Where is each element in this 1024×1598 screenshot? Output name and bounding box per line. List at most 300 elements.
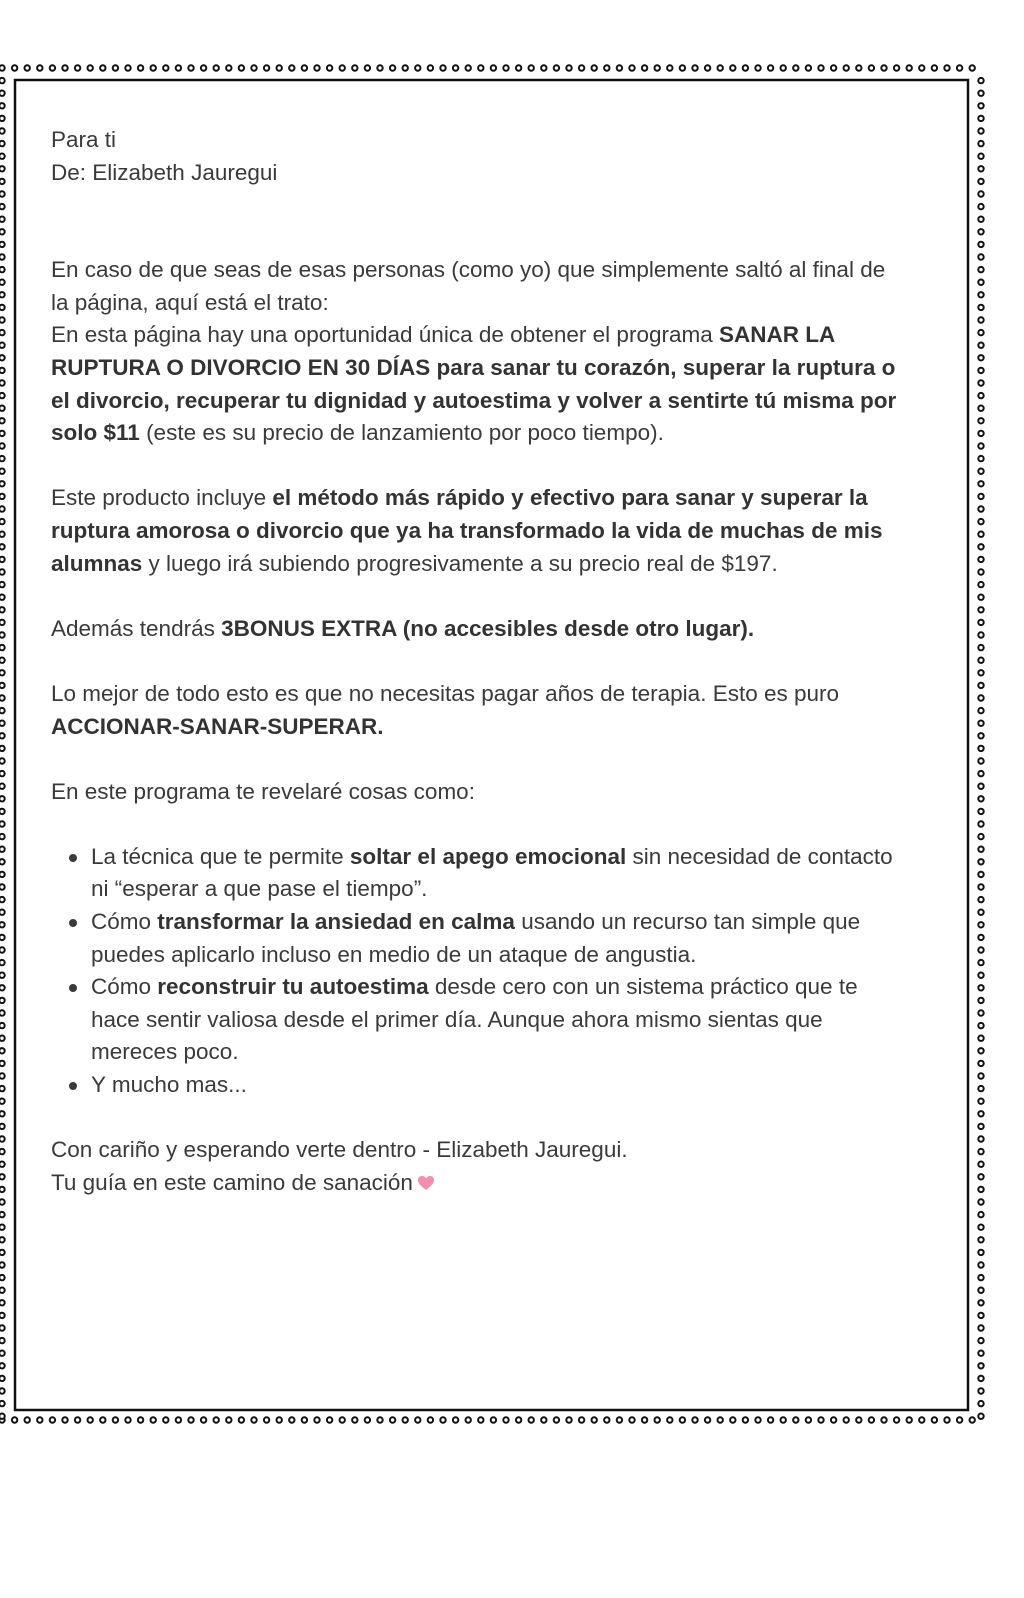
border-dot [944, 1417, 949, 1422]
border-dot [0, 305, 5, 310]
border-dot [978, 1111, 983, 1116]
border-dot [978, 506, 983, 511]
border-dot [978, 935, 983, 940]
border-dot [978, 746, 983, 751]
border-dot [978, 1363, 983, 1368]
list-item-bold: transformar la ansiedad en calma [157, 909, 515, 935]
border-dot [0, 1187, 5, 1192]
reveal-paragraph: En este programa te revelaré cosas como: [51, 778, 475, 804]
border-dot [978, 847, 983, 852]
border-dot [0, 469, 5, 474]
border-dot [0, 1111, 5, 1116]
border-dot [0, 1149, 5, 1154]
border-dot [25, 65, 30, 70]
border-dot [428, 65, 433, 70]
border-dot [0, 431, 5, 436]
border-dot [201, 1417, 206, 1422]
border-dot [579, 1417, 584, 1422]
border-dot [0, 922, 5, 927]
border-dot [978, 985, 983, 990]
border-dot [806, 65, 811, 70]
border-dot [978, 947, 983, 952]
border-dot [978, 1262, 983, 1267]
border-dot [0, 733, 5, 738]
border-dot [0, 884, 5, 889]
border-dot [529, 1417, 534, 1422]
border-dot [0, 1325, 5, 1330]
border-dot [743, 65, 748, 70]
border-dot [0, 1275, 5, 1280]
border-dot [163, 65, 168, 70]
border-dot [978, 343, 983, 348]
border-dot [680, 65, 685, 70]
border-dot [655, 1417, 660, 1422]
border-dot [667, 1417, 672, 1422]
border-dot [629, 1417, 634, 1422]
border-dot [978, 1250, 983, 1255]
border-dot [592, 1417, 597, 1422]
border-dot [113, 1417, 118, 1422]
bonus-paragraph [51, 613, 901, 646]
border-dot [0, 683, 5, 688]
border-dot [0, 569, 5, 574]
intro-text: En caso de que seas de esas personas (como yo) que simplemente saltó al final de la página, aquí está el trato: [51, 257, 886, 315]
therapy-paragraph [51, 678, 901, 743]
therapy-text-start: Lo mejor de todo esto es que no necesitas pagar años de terapia. Esto es puro [51, 680, 840, 706]
border-dot [0, 1212, 5, 1217]
border-dot [37, 1417, 42, 1422]
border-dot [0, 1174, 5, 1179]
border-dot [529, 65, 534, 70]
border-dot [642, 1417, 647, 1422]
list-item [91, 841, 901, 906]
border-dot [957, 1417, 962, 1422]
border-dot [978, 380, 983, 385]
border-dot [768, 1417, 773, 1422]
border-dot [629, 65, 634, 70]
border-dot [226, 1417, 231, 1422]
border-dot [0, 103, 5, 108]
list-item-start: Cómo [91, 974, 158, 1000]
border-dot [978, 406, 983, 411]
border-dot [978, 1325, 983, 1330]
border-dot [978, 1036, 983, 1041]
border-dot [978, 456, 983, 461]
border-dot [978, 758, 983, 763]
border-dot [176, 65, 181, 70]
border-dot [617, 65, 622, 70]
border-dot [978, 784, 983, 789]
border-dot [705, 1417, 710, 1422]
border-dot [718, 65, 723, 70]
border-dot [0, 1036, 5, 1041]
border-dot [0, 834, 5, 839]
border-dot [978, 1199, 983, 1204]
border-dot [340, 1417, 345, 1422]
border-dot [0, 1225, 5, 1230]
border-dot [978, 922, 983, 927]
border-dot [894, 65, 899, 70]
border-dot [978, 960, 983, 965]
border-dot [0, 557, 5, 562]
product-text-end: y luego irá subiendo progresivamente a su precio real de $197. [142, 550, 778, 576]
border-dot [907, 1417, 912, 1422]
border-dot [516, 65, 521, 70]
border-dot [844, 1417, 849, 1422]
border-dot [289, 65, 294, 70]
border-dot [0, 380, 5, 385]
border-dot [0, 721, 5, 726]
border-dot [978, 1099, 983, 1104]
border-dot [978, 1174, 983, 1179]
border-dot [214, 65, 219, 70]
border-dot [881, 65, 886, 70]
border-dot [390, 65, 395, 70]
offer-text-end: (este es su precio de lanzamiento por poco tiempo). [139, 420, 664, 446]
border-dot [0, 695, 5, 700]
border-dot [151, 65, 156, 70]
border-dot [978, 292, 983, 297]
border-dot [0, 1061, 5, 1066]
border-dot [0, 292, 5, 297]
border-dot [125, 1417, 130, 1422]
border-dot [0, 708, 5, 713]
border-dot [978, 242, 983, 247]
border-dot [25, 1417, 30, 1422]
border-dot [978, 254, 983, 259]
border-dot [978, 179, 983, 184]
border-dot [0, 985, 5, 990]
border-dot [0, 368, 5, 373]
border-dot [978, 595, 983, 600]
border-dot [978, 670, 983, 675]
border-dot [264, 65, 269, 70]
border-dot [0, 317, 5, 322]
border-dot [978, 368, 983, 373]
border-dot [0, 1048, 5, 1053]
border-dot [978, 1300, 983, 1305]
border-dot [806, 1417, 811, 1422]
border-dot [978, 128, 983, 133]
list-item-end: desde cero con un sistema práctico que te hace sentir valiosa desde el primer día. Aunque ahora mismo sientas que mereces poco. [91, 974, 858, 1065]
border-dot [978, 519, 983, 524]
border-dot [0, 242, 5, 247]
border-dot [978, 582, 983, 587]
border-dot [0, 355, 5, 360]
border-dot [0, 998, 5, 1003]
border-dot [554, 65, 559, 70]
border-dot [978, 1376, 983, 1381]
border-dot [0, 607, 5, 612]
border-dot [0, 166, 5, 171]
border-dot [718, 1417, 723, 1422]
border-dot [978, 443, 983, 448]
border-dot [0, 204, 5, 209]
border-dot [0, 1010, 5, 1015]
border-dot [978, 116, 983, 121]
border-dot [978, 859, 983, 864]
border-dot [0, 330, 5, 335]
border-dot [188, 1417, 193, 1422]
border-dot [0, 784, 5, 789]
border-dot [12, 65, 17, 70]
border-dot [705, 65, 710, 70]
border-dot [907, 65, 912, 70]
border-dot [377, 1417, 382, 1422]
border-dot [869, 1417, 874, 1422]
border-dot [0, 1073, 5, 1078]
border-dot [0, 1338, 5, 1343]
border-dot [970, 1417, 975, 1422]
border-dot [75, 1417, 80, 1422]
border-dot [978, 910, 983, 915]
border-dot [163, 1417, 168, 1422]
border-dot [226, 65, 231, 70]
border-dot [978, 91, 983, 96]
product-paragraph [51, 482, 901, 580]
border-dot [793, 1417, 798, 1422]
border-dot [453, 65, 458, 70]
border-dot [0, 1086, 5, 1091]
border-dot [978, 1275, 983, 1280]
border-dot [755, 65, 760, 70]
border-dot [0, 658, 5, 663]
border-dot [978, 821, 983, 826]
border-dot [0, 1401, 5, 1406]
border-dot [0, 91, 5, 96]
border-dot [579, 65, 584, 70]
border-dot [0, 532, 5, 537]
border-dot [919, 1417, 924, 1422]
border-dot [289, 1417, 294, 1422]
border-dot [0, 1300, 5, 1305]
border-dot [0, 847, 5, 852]
border-dot [818, 65, 823, 70]
border-dot [264, 1417, 269, 1422]
border-dot [0, 519, 5, 524]
border-dot [0, 191, 5, 196]
border-dot [453, 1417, 458, 1422]
border-dot [62, 65, 67, 70]
border-dot [978, 733, 983, 738]
border-dot [978, 330, 983, 335]
border-dot [978, 418, 983, 423]
border-dot [0, 771, 5, 776]
bonus-text-bold: 3BONUS EXTRA (no accesibles desde otro lugar). [221, 615, 755, 641]
offer-text-start: En esta página hay una oportunidad única de obtener el programa [51, 322, 719, 348]
benefits-list [51, 841, 901, 1102]
border-dot [978, 204, 983, 209]
border-dot [978, 1388, 983, 1393]
border-dot [0, 595, 5, 600]
border-dot [869, 65, 874, 70]
border-dot [0, 481, 5, 486]
border-dot [428, 1417, 433, 1422]
border-dot [352, 65, 357, 70]
border-dot [978, 532, 983, 537]
border-dot [978, 355, 983, 360]
border-dot [478, 65, 483, 70]
border-dot [37, 65, 42, 70]
border-dot [978, 569, 983, 574]
list-item-start: La técnica que te permite [91, 843, 350, 869]
border-dot [743, 1417, 748, 1422]
border-dot [466, 65, 471, 70]
border-dot [0, 859, 5, 864]
border-dot [604, 65, 609, 70]
border-dot [978, 1288, 983, 1293]
border-dot [978, 620, 983, 625]
border-dot [0, 1023, 5, 1028]
border-dot [88, 65, 93, 70]
border-dot [856, 65, 861, 70]
border-dot [0, 343, 5, 348]
border-dot [978, 683, 983, 688]
border-dot [0, 494, 5, 499]
border-dot [978, 154, 983, 159]
border-dot [978, 1187, 983, 1192]
border-dot [831, 65, 836, 70]
border-dot [978, 884, 983, 889]
border-dot [340, 65, 345, 70]
border-dot [978, 431, 983, 436]
border-dot [978, 1162, 983, 1167]
bonus-text-start: Además tendrás [51, 615, 222, 641]
border-dot [978, 544, 983, 549]
border-dot [642, 65, 647, 70]
border-dot [0, 544, 5, 549]
border-dot [0, 910, 5, 915]
border-dot [978, 557, 983, 562]
border-dot [0, 935, 5, 940]
border-dot [327, 1417, 332, 1422]
border-dot [365, 65, 370, 70]
border-dot [0, 947, 5, 952]
border-dot [0, 229, 5, 234]
offer-text-bold: SANAR LA RUPTURA O DIVORCIO EN 30 DÍAS para sanar tu corazón, superar la ruptura o el divorcio, recuperar tu dignidad y autoestima y volver a sentirte tú misma por solo $11 [51, 322, 897, 446]
border-dot [491, 1417, 496, 1422]
border-dot [302, 1417, 307, 1422]
border-dot [0, 1262, 5, 1267]
border-dot [957, 65, 962, 70]
list-item-bold: soltar el apego emocional [349, 843, 627, 869]
border-dot [0, 506, 5, 511]
border-dot [566, 65, 571, 70]
border-dot [0, 65, 5, 70]
border-dot [978, 393, 983, 398]
border-dot [730, 1417, 735, 1422]
border-dot [592, 65, 597, 70]
border-dot [50, 65, 55, 70]
border-dot [978, 1136, 983, 1141]
border-dot [978, 191, 983, 196]
border-dot [0, 154, 5, 159]
border-dot [0, 796, 5, 801]
border-dot [0, 254, 5, 259]
border-dot [978, 771, 983, 776]
border-dot [100, 65, 105, 70]
border-dot [403, 1417, 408, 1422]
list-item [91, 906, 901, 971]
border-dot [978, 809, 983, 814]
border-dot [125, 65, 130, 70]
border-dot [978, 1414, 983, 1419]
border-dot [978, 695, 983, 700]
border-dot [978, 1313, 983, 1318]
border-dot [503, 65, 508, 70]
border-dot [781, 1417, 786, 1422]
border-dot [978, 897, 983, 902]
border-dot [978, 1124, 983, 1129]
border-dot [0, 217, 5, 222]
border-dot [978, 1237, 983, 1242]
border-dot [978, 708, 983, 713]
border-dot [755, 1417, 760, 1422]
border-dot [113, 65, 118, 70]
border-dot [978, 267, 983, 272]
border-dot [604, 1417, 609, 1422]
border-dot [239, 1417, 244, 1422]
border-dot [403, 65, 408, 70]
border-dot [978, 834, 983, 839]
border-dot [793, 65, 798, 70]
border-dot [818, 1417, 823, 1422]
border-dot [0, 1414, 5, 1419]
border-dot [978, 796, 983, 801]
border-dot [0, 141, 5, 146]
border-dot [251, 65, 256, 70]
list-item-start: Cómo [91, 909, 158, 935]
border-dot [415, 65, 420, 70]
border-dot [0, 393, 5, 398]
border-dot [201, 65, 206, 70]
border-dot [0, 179, 5, 184]
border-dot [541, 1417, 546, 1422]
border-dot [0, 128, 5, 133]
border-dot [138, 1417, 143, 1422]
border-dot [0, 821, 5, 826]
border-dot [978, 1073, 983, 1078]
border-dot [0, 267, 5, 272]
border-dot [730, 65, 735, 70]
therapy-text-bold: ACCIONAR-SANAR-SUPERAR. [51, 713, 384, 739]
border-dot [214, 1417, 219, 1422]
border-dot [0, 620, 5, 625]
border-dot [176, 1417, 181, 1422]
border-dot [0, 1250, 5, 1255]
border-dot [0, 582, 5, 587]
border-dot [62, 1417, 67, 1422]
border-dot [314, 1417, 319, 1422]
border-dot [277, 1417, 282, 1422]
border-dot [0, 1136, 5, 1141]
border-dot [377, 65, 382, 70]
border-dot [978, 607, 983, 612]
border-dot [0, 1099, 5, 1104]
border-dot [314, 65, 319, 70]
border-dot [881, 1417, 886, 1422]
border-dot [978, 632, 983, 637]
border-dot [970, 65, 975, 70]
border-dot [88, 1417, 93, 1422]
border-dot [0, 1237, 5, 1242]
border-dot [0, 1288, 5, 1293]
border-dot [932, 1417, 937, 1422]
border-dot [978, 1086, 983, 1091]
border-dot [978, 317, 983, 322]
border-dot [978, 103, 983, 108]
border-dot [415, 1417, 420, 1422]
